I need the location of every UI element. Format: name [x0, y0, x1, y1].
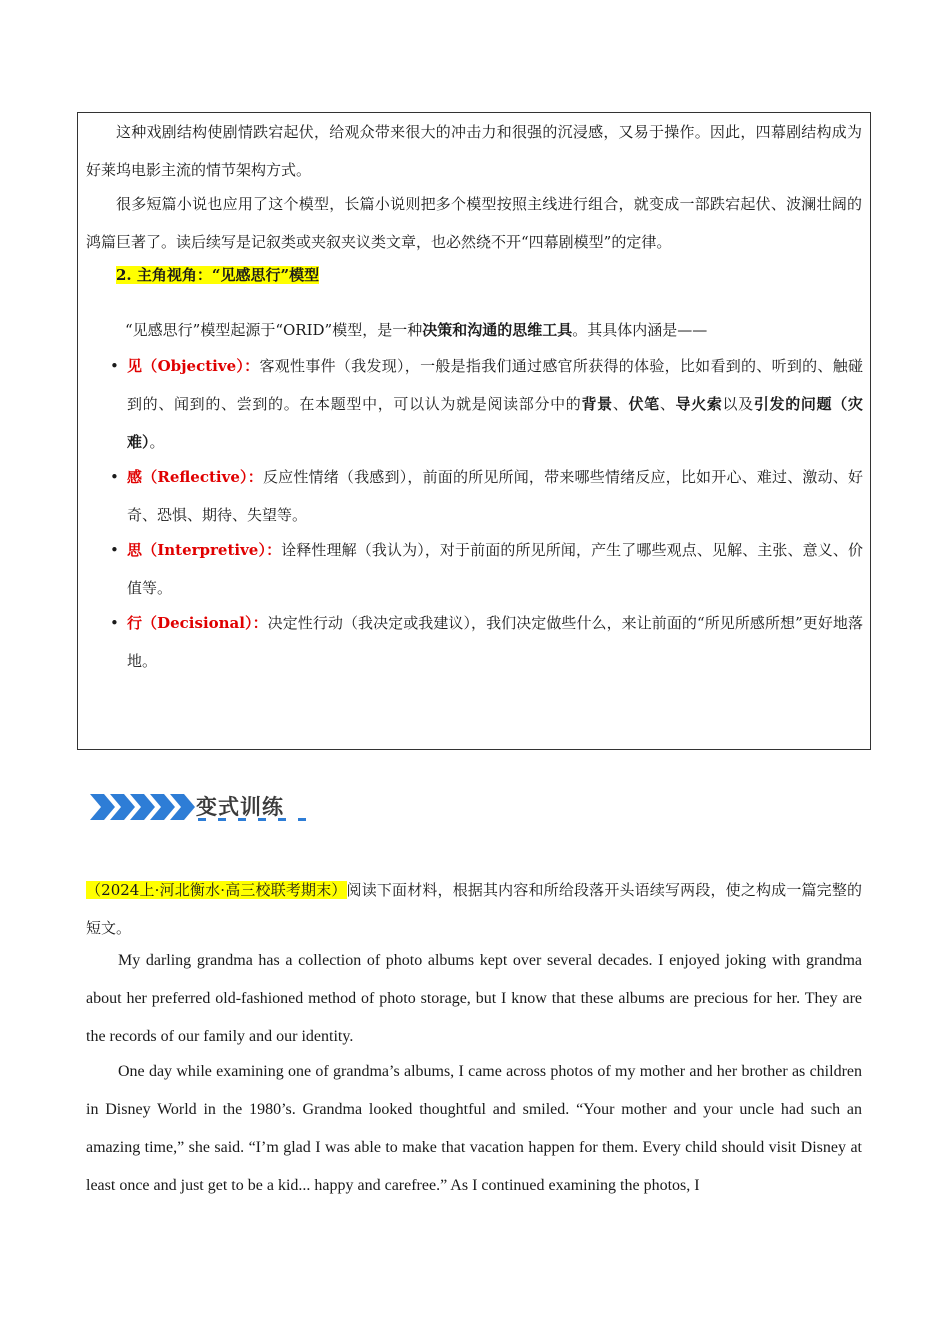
bullet-interpretive	[110, 531, 863, 607]
bullet-interpretive-text: 诠释性理解（我认为），对于前面的所见所闻，产生了哪些观点、见解、主张、意义、价值等。	[127, 541, 863, 597]
section-heading-text: 2. 主角视角：“见感思行”模型	[116, 266, 320, 284]
bullet-decisional-label: 行（Decisional）：	[127, 614, 268, 632]
intro-paragraph	[125, 311, 862, 349]
paragraph-drama-structure: 这种戏剧结构使剧情跌宕起伏，给观众带来很大的冲击力和很强的沉浸感，又易于操作。因此，四幕剧结构成为好莱坞电影主流的情节架构方式。	[86, 123, 862, 179]
bullet-objective-text: 客观性事件（我发现），一般是指我们通过感官所获得的体验，比如看到的、听到的、触碰到的、闻到的、尝到的。在本题型中，可以认为就是阅读部分中的	[127, 357, 863, 413]
bullet-reflective-text: 反应性情绪（我感到），前面的所见所闻，带来哪些情绪反应，比如开心、难过、激动、好奇、恐惧、期待、失望等。	[127, 468, 863, 524]
exercise-source-tag: （2024上·河北衡水·高三校联考期末）	[86, 881, 347, 899]
bullet-objective-text-2: 以及	[722, 395, 754, 413]
exercise-banner	[88, 788, 318, 828]
paragraph-short-stories: 很多短篇小说也应用了这个模型，长篇小说则把多个模型按照主线进行组合，就变成一部跌宕起伏、波澜壮阔的鸿篇巨著了。读后续写是记叙类或夹叙夹议类文章，也必然绕不开“四幕剧模型”的定律。	[86, 195, 862, 251]
exercise-instruction	[86, 871, 862, 947]
bullet-objective-label: 见（Objective）：	[127, 357, 260, 375]
keyword-background: 背景	[581, 395, 613, 413]
banner-title: 变式训练	[196, 795, 284, 819]
intro-bold-text: 决策和沟通的思维工具	[422, 321, 573, 339]
bullet-reflective	[110, 458, 863, 534]
intro-text: “见感思行”模型起源于“ORID”模型，是一种	[125, 321, 423, 339]
bullet-dot-icon: •	[110, 468, 119, 486]
bullet-objective	[110, 347, 863, 461]
english-paragraph-1: My darling grandma has a collection of photo albums kept over several decades. I enjoyed joking with grandma about her preferred old-fashioned method of photo storage, but I know that these albums are precious for her. They are the records of our family and our identity.	[86, 952, 862, 1045]
bullet-dot-icon: •	[110, 541, 119, 559]
bullet-decisional-text: 决定性行动（我决定或我建议），我们决定做些什么，来让前面的“所见所感所想”更好地落地。	[127, 614, 863, 670]
section-heading	[86, 256, 862, 294]
intro-end-text: 。其具体内涵是——	[572, 321, 708, 339]
keyword-foreshadow: 伏笔	[628, 395, 660, 413]
bullet-interpretive-label: 思（Interpretive）：	[127, 541, 282, 559]
bullet-decisional	[110, 604, 863, 680]
bullet-dot-icon: •	[110, 614, 119, 632]
bullet-dot-icon: •	[110, 357, 119, 375]
bullet-reflective-label: 感（Reflective）：	[127, 468, 263, 486]
exercise-instruction-text: 阅读下面材料，根据其内容和所给段落开头语续写两段，使之构成一篇完整的短文。	[86, 881, 862, 937]
keyword-problem: 引发的问题（灾难）	[127, 395, 863, 451]
english-paragraph-2: One day while examining one of grandma’s albums, I came across photos of my mother and her brother as children in Disney World in the 1980’s. Grandma looked thoughtful and smiled. “Your mother and your uncle had such an amazing time,” she said. “I’m glad I was able to make that vacation happen for them. Every child should visit Disney at least once and just get to be a kid... happy and carefree.” As I continued examining the photos, I	[86, 1063, 862, 1194]
keyword-trigger: 导火索	[675, 395, 723, 413]
period: 。	[149, 433, 165, 451]
separator: 、	[659, 395, 676, 413]
separator: 、	[612, 395, 629, 413]
